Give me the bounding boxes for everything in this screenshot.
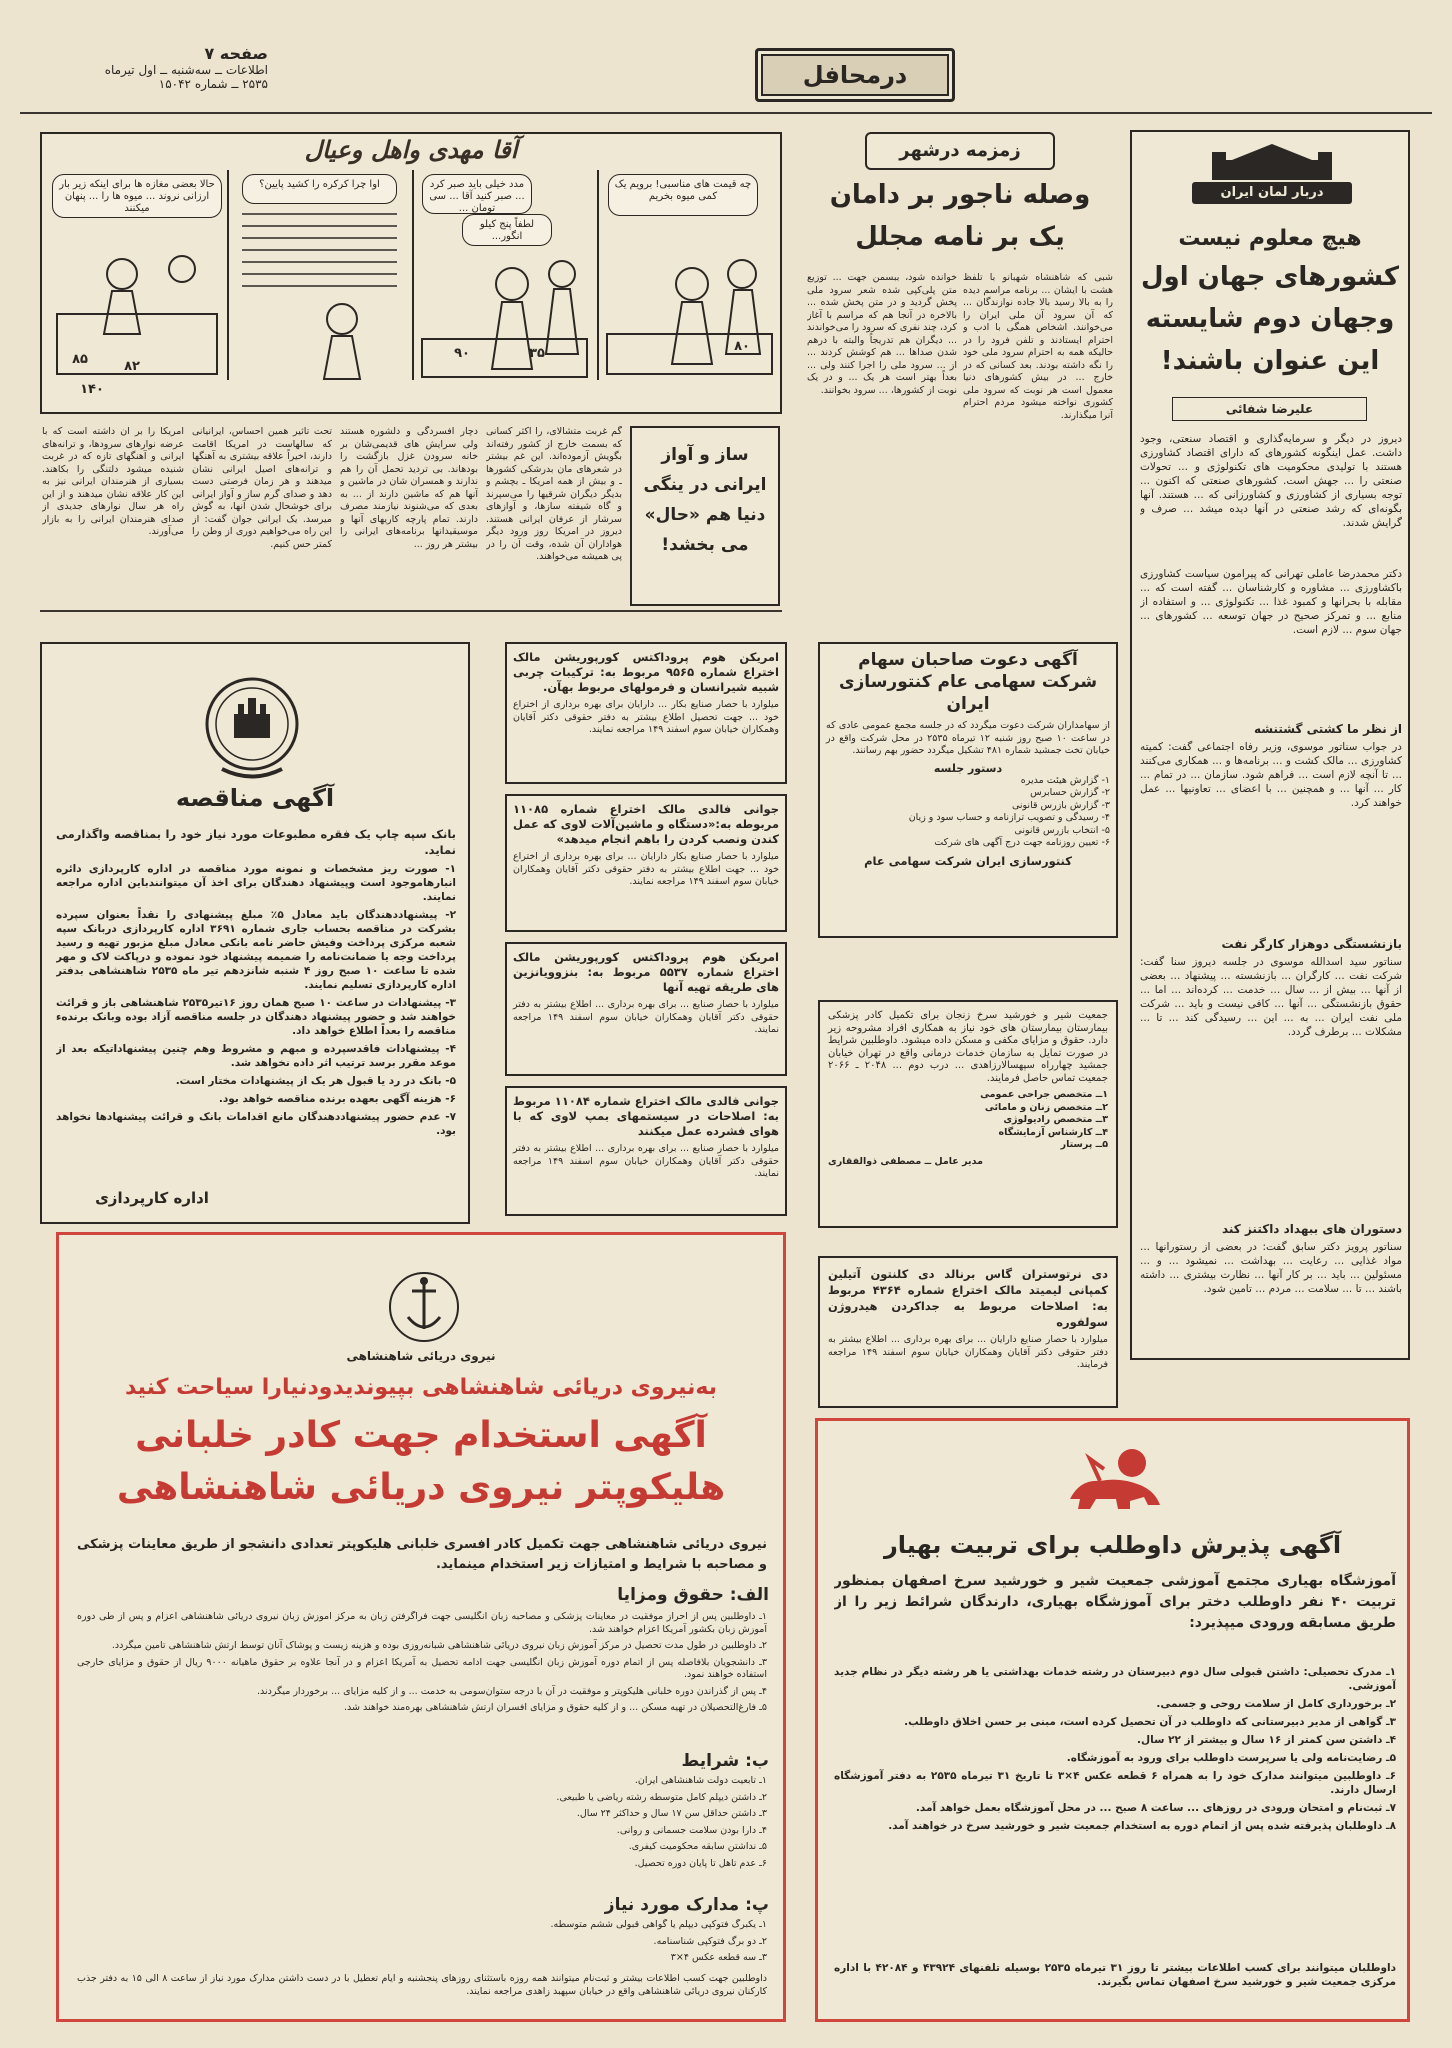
patent-body: میلوارد با حصار صنایع بکار ... دارایان برای بهره برداری از اختراع خود ... جهت تحصیل اطلاع بیشتر به دفتر حقوقی دکتر آقایان وهمکاران خیابان سوم اسفند ۱۴۹ مراجعه نمایند.: [513, 699, 779, 735]
patent-title: جوانی فالدی مالک اختراع شماره ۱۱۰۸۵ مربوطه به:«دستگاه و ماشین‌آلات لاوی که عمل کندن ونصب کردن را باهم انجام میدهد»: [513, 802, 779, 846]
monaghese-list: [56, 862, 456, 1182]
behyar-item: ۵ـ رضایت‌نامه ولی یا سرپرست داوطلب برای ورود به آموزشگاه.: [1066, 1752, 1396, 1764]
cartoon-bubble-5: حالا بعضی مغازه ها برای اینکه زیر بار ارزانی نروند ... میوه ها را ... پنهان میکنند: [52, 174, 222, 218]
darbar-body-5: سناتور پرویز دکتر سابق گفت: در بعضی از رستورانها ... مواد غذایی ... رعایت ... بهداشت ... نمیشود ... و ... مسئولین ... باید ... بر کار آنها ... نظارت بیشتری ... داشته باشند ... تا ... سلامت ... مردم ... تامین شود.: [1140, 1241, 1402, 1295]
patent-body: میلوارد با حصار صنایع ... برای بهره برداری ... اطلاع بیشتر به دفتر حقوقی دکتر آقایان وهمکاران خیابان سوم اسفند ۱۴۹ مراجعه نمایند.: [513, 1143, 779, 1179]
cartoon-title: آقا مهدی واهل وعیال: [304, 136, 518, 164]
navy-a-item: ۱ـ داوطلبین پس از احراز موفقیت در معاینات پزشکی و مصاحبه زبان انگلیسی جهت فراگرفتن زبان به مرکز آموزش زبان نیروی دریائی شاهنشاهی اعزام و پس از طی دوره آموزش زبان بکشور آمریکا اعزام خواهند شد.: [77, 1611, 767, 1635]
zemzeme-header: زمزمه درشهر: [899, 140, 1021, 161]
patent-ad-3: [505, 942, 787, 1076]
zemzeme-headline-1: وصله ناجور بر دامان: [829, 180, 1091, 210]
zanjan-signature: مدیر عامل ــ مصطفی ذوالفقاری: [828, 1155, 983, 1167]
shareholders-agenda-label: دستور جلسه: [933, 761, 1003, 775]
navy-section-a: الف: حقوق ومزایا: [617, 1585, 769, 1605]
nortestran-body: میلوارد با حصار صنایع دارایان ... برای بهره برداری ... اطلاع بیشتر به دفتر حقوقی دکتر آقایان وهمکاران خیابان سوم اسفند ۱۴۹ مراجعه فرمایند.: [828, 1334, 1108, 1370]
navy-section-c: پ: مدارک مورد نیاز: [604, 1895, 769, 1915]
navy-slogan: به‌نیروی دریائی شاهنشاهی بپیوندیدودنیارا سیاحت کنید: [124, 1375, 718, 1400]
darbar-body-4: سناتور سید اسدالله موسوی در جلسه دیروز سنا گفت: شرکت نفت ... کارگران ... بازنشسته ... پیشنهاد ... بعضی از آنها ... بیش از ... سال ... خدمت ... کرده‌اند ... اما ... حقوق بازنشستگی ... آنها ... کافی نیست و باید ... شرکت ملی نفت ایران ... به ... این ... رسیدگی کند ... تا ... مشکلات ... برطرف گردد.: [1140, 956, 1402, 1038]
darbar-body-3: در جواب سناتور موسوی، وزیر رفاه اجتماعی گفت: کمیته کشاورزی ... مالک کشت و ... برنامه‌ها و ... همکاری می‌کنند ... تا آنچه لازم است ... فراهم شود. سازمان ... در تمام ... کار ... آنها ... و همچنین ... با اعضای ... تعاونیها ... عمل خواهند کرد.: [1140, 741, 1402, 809]
monaghese-item: ۶- هزینه آگهی بعهده برنده مناقصه خواهد بود.: [218, 1093, 456, 1105]
nortestran-ad: [818, 1256, 1118, 1408]
navy-title-2: هلیکوپتر نیروی دریائی شاهنشاهی: [116, 1467, 726, 1508]
price-tag: ۸۰: [734, 339, 750, 354]
agenda-item: ۵- انتخاب بازرس قانونی: [1014, 824, 1110, 836]
agenda-item: ۲- گزارش حسابرس: [1030, 787, 1110, 798]
behyar-intro: آموزشگاه بهیاری مجتمع آموزشی جمعیت شیر و خورشید سرخ اصفهان بمنظور تربیت ۴۰ نفر داوطلب دختر برای آموزشگاه بهیاری، دارندگان شرائط زیر را از طریق مسابقه ورودی میپذیرد:: [834, 1573, 1396, 1631]
price-tag: ۸۲: [124, 359, 140, 374]
monaghese-intro: بانک سپه چاپ یک فقره مطبوعات مورد نیاز خود را بمناقصه واگذارمی نماید.: [56, 827, 456, 857]
navy-b-item: ۱ـ تابعیت دولت شاهنشاهی ایران.: [634, 1775, 767, 1786]
navy-c-item: ۱ـ یکبرگ فتوکپی دیپلم یا گواهی قبولی ششم متوسطه.: [550, 1919, 767, 1930]
navy-a-item: ۳ـ دانشجویان بلافاصله پس از اتمام دوره آموزش زبان انگلیسی جهت ادامه تحصیل به آمریکا اعزام و در آنجا علاوه بر حقوق ماهیانه ۹۰۰۰ ریال از حقوق و مزایای خارجی استفاده خواهند نمود.: [77, 1656, 767, 1680]
navy-section-b: ب: شرایط: [681, 1751, 769, 1771]
patent-ad-4: [505, 1086, 787, 1216]
masthead: [20, 38, 1432, 118]
saz-avaz-col2: دچار افسردگی و دلشوره هستند ولی سرایش های قدیمی‌شان بر خانه سرودن غزل بازگشت را بودهاند. بی تردید تحمل آن را هم ندارند و همسران شان در ماشین و آنها هم که ماشین دارند از ... به بعدی که می‌شنوند نیازمند مصرف دارند. تمام پارچه کاریهای آنها و موسیقیدانها برنامه‌های ایرانی را بیشتر هر روز ...: [340, 426, 478, 550]
zemzeme-article: [805, 132, 1115, 612]
price-tag: ۳۵: [529, 346, 545, 361]
navy-emblem: [384, 1267, 464, 1347]
zanjan-item: ۳ــ متخصص رادیولوژی: [1003, 1114, 1108, 1125]
shareholders-title-3: ایران: [946, 694, 990, 714]
section-title-box: [755, 48, 955, 102]
navy-b-item: ۲ـ داشتن دیپلم کامل متوسطه رشته ریاضی یا طبیعی.: [556, 1791, 767, 1803]
lion-sun-emblem: [1060, 1439, 1170, 1519]
behyar-item: ۷ـ ثبت‌نام و امتحان ورودی در روزهای ... ساعت ۸ صبح ... در محل آموزشگاه بعمل خواهد آمد.: [915, 1802, 1396, 1814]
saz-avaz-col4: امریکا را بر آن داشته است که با عرضه نوارهای سرودها، و ترانه‌های ایرانی و آهنگهای تازه که در غربت شنیده میشود دلتنگی را بکاهند. بسیاری از هنرمندان ایرانی نیز به این کار علاقه نشان میدهند و از این راه هر سال نوارهای جدیدی از صدای هنرمندان ایرانی را به بازار می‌آورند.: [42, 426, 184, 537]
page-number: صفحه ۷: [204, 44, 268, 63]
zanjan-item: ۵ــ پرستار: [1060, 1139, 1108, 1150]
shareholders-title-1: آگهی دعوت صاحبان سهام: [858, 650, 1078, 670]
zemzeme-col1: شبی که شاهنشاه شهبانو با تلفظ هشت با ایشان ... برنامه مراسم دیده را به بالا رسید بالا جاده نوازندگان ... که آن سرود آن ملی ایران را می‌خوانند. اشخاص همگی با ادب و احترام ایستادند و تلفن فرود را در حالیکه همه به احترام سرود ملی خود را نگه داشته بودند. بعد کسانی که در خارج ... در بیش کشورهای دنیا معمول است هر نوبت که سرود ملی کشوری نواخته میشود مردم احترام آنرا میگذارند.: [963, 272, 1113, 421]
navy-b-item: ۴ـ دارا بودن سلامت جسمانی و روانی.: [616, 1824, 767, 1836]
darbar-column: [1130, 130, 1410, 1360]
saz-avaz-headline: ساز و آواز ایرانی در ینگی دنیا هم «حال» می بخشد!: [643, 445, 767, 555]
navy-a-item: ۴ـ پس از گذراندن دوره خلبانی هلیکوپتر و موفقیت در آن با درجه ستوان‌سومی به خدمت ... و از کلیه مزایای ... برخوردار میگردند.: [257, 1685, 767, 1697]
darbar-headline-2: کشورهای جهان اول: [1140, 262, 1400, 292]
price-tag: ۹۰: [454, 346, 470, 361]
behyar-title: آگهی پذیرش داوطلب برای تربیت بهیار: [883, 1531, 1342, 1559]
zemzeme-col2: خوانده شود، ببسمن جهت ... توزیع متن پلی‌کپی شده شعر سرود ملی پخش گردید و در متن پخش شده ... بالاخره در آنجا هم که مراسم با آغاز کرد، چند نفری که سرود را می‌خواندند ... دیگران هم تدریجاً والبته با درهم شدن صداها ... هم کوشش کردند ... از ... سرود ملی را اجرا کنند ولی ... بعداً بهتر است هر یک ... و در یک نوبت از کشورها، ... سرود بخوانند.: [807, 272, 957, 396]
agenda-item: ۳- گزارش بازرس قانونی: [1011, 799, 1110, 811]
navy-b-item: ۶ـ عدم تاهل تا پایان دوره تحصیل.: [634, 1857, 767, 1869]
shareholders-signature: کنتورسازی ایران شرکت سهامی عام: [864, 853, 1072, 868]
cartoon-bubble-1: چه قیمت های مناسبی! برویم یک کمی میوه بخریم: [608, 174, 758, 216]
zanjan-item: ۴ــ کارشناس آزمایشگاه: [998, 1126, 1108, 1138]
patent-body: میلوارد با حصار صنایع بکار دارایان ... برای بهره برداری از اختراع خود ... جهت اطلاع بیشتر به دفتر حقوقی دکتر آقایان وهمکاران خیابان سوم اسفند ۱۴۹ مراجعه نمایند.: [513, 851, 779, 887]
saz-avaz-headline-box: [630, 426, 780, 606]
darbar-subhead-2: بازنشستگی دوهزار کارگر نفت: [1221, 937, 1402, 951]
darbar-headline-4: این عنوان باشند!: [1160, 346, 1380, 376]
saz-avaz-col1: گم غربت متشالای، را اکثر کسانی که بسمت خارج از کشور رفته‌اند بگویش آزموده‌اند. این غم بیشتر در شعرهای مان بدرشکی کشورها ـ و بیش از همه امریکا ـ بچشم و بدیگر دیگران شرقیها را می‌سپرند و گاه شیفته سازها، و آوازهای سرشار از عرفان ایرانی هستند. دیروز در امریکا روز ورود دیگر هواداران آن شده، وقت آن را در پی همیشه می‌خواهند.: [486, 426, 622, 562]
darbar-headline-1: هیچ معلوم نیست: [1178, 226, 1362, 251]
behyar-item: ۲ـ برخورداری کامل از سلامت روحی و جسمی.: [1156, 1698, 1396, 1710]
darbar-headline-3: وجهان دوم شایسته: [1145, 304, 1395, 334]
monaghese-ad: [40, 642, 470, 1224]
monaghese-item: ۴- پیشنهادات فاقدسپرده و مبهم و مشروط وهم چنین پیشنهاداتیکه بعد از موعد مقرر برسد ترتیب اثر داده نخواهد شد.: [56, 1043, 456, 1069]
darbar-badge-label: دربار لمان ایران: [1192, 182, 1352, 204]
shir-khorshid-zanjan-ad: [818, 1000, 1118, 1228]
masthead-date: اطلاعات ــ سه‌شنبه ــ اول تیرماه: [104, 63, 268, 77]
zemzeme-headline-2: یک بر نامه مجلل: [855, 222, 1065, 252]
agenda-item: ۶- تعیین روزنامه جهت درج آگهی های شرکت: [934, 837, 1110, 848]
navy-b-item: ۵ـ نداشتن سابقه محکومیت کیفری.: [628, 1841, 767, 1852]
behyar-item: ۶ـ داوطلبین میتوانند مدارک خود را به همراه ۶ قطعه عکس ۴×۳ تا تاریخ ۳۱ تیرماه ۲۵۳۵ به دفتر آموزشگاه ارسال دارند.: [834, 1770, 1396, 1796]
navy-intro: نیروی دریائی شاهنشاهی جهت تکمیل کادر افسری خلبانی هلیکوپتر تعدادی دانشجو از طریق معاینات پزشکی و مصاحبه با شرایط و امتیازات زیر استخدام مینماید.: [77, 1537, 767, 1572]
patent-title: امریکن هوم پروداکتس کورپوریشن مالک اختراع شماره ۹۵۶۵ مربوط به: ترکیبات چربی شبیه شیرانسان و فرمولهای مربوط بهآن.: [513, 650, 779, 694]
agenda-item: ۴- رسیدگی و تصویب ترازنامه و حساب سود و زیان: [908, 812, 1110, 823]
patent-body: میلوارد با حصار صنایع ... برای بهره برداری ... اطلاع بیشتر به دفتر حقوقی دکتر آقایان وهمکاران خیابان سوم اسفند ۱۴۹ مراجعه نمایند.: [513, 999, 779, 1035]
behyar-item: ۳ـ گواهی از مدیر دبیرستانی که داوطلب در آن تحصیل کرده است، مبنی بر حسن اخلاق داوطلب.: [904, 1716, 1396, 1728]
agenda-item: ۱- گزارش هیئت مدیره: [1020, 774, 1110, 786]
monaghese-item: ۷- عدم حضور پیشنهاددهندگان مانع اقدامات بانک و قرائت پیشنهادها نخواهد بود.: [56, 1111, 456, 1137]
navy-c-item: ۲ـ دو برگ فتوکپی شناسنامه.: [653, 1935, 767, 1947]
darbar-author: علیرضا شفائی: [1225, 402, 1314, 416]
shareholders-ad: [818, 642, 1118, 938]
behyar-ad: [815, 1418, 1410, 2022]
navy-c-item: ۳ـ سه قطعه عکس ۴×۳: [670, 1952, 767, 1963]
navy-recruitment-ad: [56, 1232, 786, 2022]
darbar-subhead-3: دستوران های ببهداد داکتنز کند: [1221, 1222, 1402, 1236]
darbar-badge: [1192, 142, 1352, 212]
shareholders-body: از سهامداران شرکت دعوت میگردد که در جلسه مجمع عمومی عادی که در ساعت ۱۰ صبح روز شنبه ۱۲ تیرماه ۲۵۳۵ در محل شرکت واقع در خیابان تخت جمشید شماره ۴۸۱ تشکیل میگردد حضور بهم رسانند.: [826, 720, 1110, 756]
monaghese-title: آگهی مناقصه: [175, 784, 335, 812]
price-tag: ۸۵: [72, 352, 88, 367]
navy-a-item: ۵ـ فارغ‌التحصیلان در تهیه مسکن ... و از کلیه حقوق و مزایای افسران ارتش شاهنشاهی بهره‌مند خواهند شد.: [344, 1702, 767, 1713]
patent-title: امریکن هوم پروداکتس کورپوریشن مالک اختراع شماره ۵۵۳۷ مربوط به: بنزوویانزین های طریقه تهیه آنها: [513, 950, 779, 994]
behyar-footer: داوطلبان میتوانند برای کسب اطلاعات بیشتر تا روز ۳۱ تیرماه ۲۵۳۵ بوسیله تلفنهای ۴۳۹۲۴ و ۴۲۰۸۴ با اداره مرکزی جمعیت شیر و خورشید سرخ اصفهان تماس بگیرند.: [834, 1962, 1396, 1988]
parliament-icon: [1192, 142, 1352, 182]
zanjan-item: ۲ــ متخصص زنان و مامائی: [984, 1101, 1108, 1113]
darbar-author-box: [1172, 397, 1367, 421]
patent-title: جوانی فالدی مالک اختراع شماره ۱۱۰۸۴ مربوط به: اصلاحات در سیستمهای بمپ لاوی که با هوای فشرده عمل میکنند: [513, 1094, 780, 1138]
navy-footer: داوطلبین جهت کسب اطلاعات بیشتر و ثبت‌نام میتوانند همه روزه باستثنای روزهای پنجشنبه و ایام تعطیل با در دست داشتن مدارک مورد نیاز از ساعت ۸ الی ۱۵ به دفتر جذب کارکنان نیروی دریائی شاهنشاهی واقع در خیابان سپهبد زاهدی مراجعه نمایند.: [77, 1973, 767, 1997]
darbar-body-2: دکتر محمدرضا عاملی تهرانی که پیرامون سیاست کشاورزی باکشاورزی ... مشاوره و کارشناسان ... گفته است که ... مقابله با بحرانها و کمبود غذا ... تکنولوژی ... و استفاده از منابع ... و تمرکز صحیح در جهان توسعه ... کشورهای ... جهان سوم ... لازم است.: [1140, 568, 1402, 636]
darbar-subhead-1: از نظر ما کشتی گشتنشه: [1253, 722, 1402, 736]
cartoon-bubble-3: مدد خیلی باید صبر کرد ... صبر کنید آقا ... سی تومان ...: [422, 174, 532, 214]
patent-ad-1: [505, 642, 787, 784]
behyar-list: [834, 1665, 1396, 1837]
darbar-body-1: دیروز در دیگر و سرمایه‌گذاری و اقتصاد سنعتی، وجود داشت. عمل اینگونه کشورهای که دارای اقتصاد کشاورزی هستند با تولیدی محکومیت های تکنولوژی و ... تحولات صنعتی را ... جهش است. کشورهای صنعتی که اکنون ... توجه بسیاری از کشاورزی و کشاورزانی که ... هستند. آنها بگونه‌ای که رشد صنعتی در آنها دیده میشد ... صرف و گرایش شدند.: [1140, 433, 1402, 529]
monaghese-signature: اداره کارپردازی: [95, 1189, 209, 1207]
zanjan-item: ۱ــ متخصص جراحی عمومی: [980, 1089, 1108, 1100]
monaghese-item: ۵- بانک در رد یا قبول هر یک از پیشنهادات مختار است.: [175, 1075, 456, 1087]
cartoon-bubble-4: اوا چرا کرکره را کشید پایین؟: [242, 174, 397, 204]
cartoon-bubble-2: لطفاً پنج کیلو انگور...: [462, 214, 552, 246]
saz-avaz-article: [40, 422, 782, 612]
patent-ad-2: [505, 794, 787, 932]
behyar-item: ۴ـ داشتن سن کمتر از ۱۶ سال و بیشتر از ۲۲ سال.: [1137, 1734, 1396, 1746]
monaghese-item: ۳- پیشنهادات در ساعت ۱۰ صبح همان روز ۱۶تیر۲۵۳۵ شاهنشاهی باز و قرائت خواهند شد و حضور پیشنهاد دهندگان در جلسه مناقصه آزاد بوده وبانک برندهء مناقصه را بعداً اطلاع خواهد داد.: [56, 997, 456, 1037]
bank-sepah-emblem: [202, 674, 302, 784]
behyar-item: ۱ـ مدرک تحصیلی: داشتن قبولی سال دوم دبیرستان در رشته خدمات بهداشتی یا هر رشته دیگر در نظام جدید آموزشی.: [834, 1666, 1396, 1692]
masthead-issue: ۲۵۳۵ ــ شماره ۱۵۰۴۲: [158, 77, 268, 91]
navy-a-list: [77, 1611, 767, 1719]
section-title: درمحافل: [802, 61, 908, 89]
shareholders-title-2: شرکت سهامی عام کنتورسازی: [838, 672, 1098, 692]
monaghese-item: ۲- پیشنهاددهندگان باید معادل ۵٪ مبلغ پیشنهادی را نقداً بعنوان سپرده بشرکت در مناقصه بحساب جاری شماره ۳۶۹۱ اداره کارپردازی دربانک سپه شعبه مرکزی پرداخت وفیش حاضر نامه بانکی معادل مبلغ مزبور تهیه و رسید پرداخت وجه یا ضمانت‌نامه را ضمیمه پیشنهاد خود نموده و درپاکت لاک و مهر شده تا ساعت ۱۰ صبح روز ۴ شنبه شانزدهم تیر ماه ۲۵۳۵ شاهنشاهی بدفتر اداره کارپردازی تسلیم نمایند.: [56, 909, 456, 991]
navy-title-1: آگهی استخدام جهت کادر خلبانی: [135, 1415, 707, 1456]
monaghese-item: ۱- صورت ریز مشخصات و نمونه مورد مناقصه در اداره کارپردازی دائره انبارهاموجود است وپیشنهاد دهندگان برای اخذ آن میتوانندباین اداره مراجعه نمایند.: [56, 863, 456, 903]
navy-emblem-text: نیروی دریائی شاهنشاهی: [346, 1349, 496, 1363]
page-info: [68, 44, 268, 108]
zanjan-body: جمعیت شیر و خورشید سرخ زنجان برای تکمیل کادر پزشکی بیمارستان بیمارستان های خود نیاز به همکاری افراد مشروحه زیر دارد. حقوق و مزایای مکفی و مسکن داده میشود. داوطلبین شرایط در صورت تمایل به سازمان خدمات درمانی واقع در تهران خیابان جمشید چهارراه سپهسالارزاهدی ... درب دوم ... ۲۰۴۸ ـ ۲۰۶۶ جمعیت تماس حاصل فرمایند.: [828, 1010, 1108, 1084]
zemzeme-header-box: [865, 132, 1055, 170]
cartoon-strip: [40, 132, 782, 414]
navy-c-list: [77, 1919, 767, 1969]
nortestran-title: دی نرتوستران گاس برنالد دی کلنتون آتیلین کمپانی لیمیتد مالک اختراع شماره ۴۳۶۴ مربوط به: اصلاحات مربوط به جداکردن هیدروژن سولفوره: [828, 1267, 1108, 1329]
navy-a-item: ۲ـ داوطلبین در طول مدت تحصیل در مرکز آموزش زبان نیروی دریائی شاهنشاهی شبانه‌روزی بوده و هزینه زیست و پوشاک آنان توسط ارتش شاهنشاهی تامین میگردد.: [111, 1640, 767, 1651]
navy-b-list: [77, 1775, 767, 1874]
saz-avaz-col3: تحت تاثیر همین احساس، ایرانیانی که سالهاست در امریکا اقامت دارند، اخیراً علاقه بیشتری به آهنگها و ترانه‌های اصیل ایرانی نشان میدهند و هر زمان فرصتی دست دهد و صدای گرم ساز و آواز ایرانی برای خوشحال شدن آنها، به گوش میرسد. یک ایرانی جوان گفت: از این راه می‌خواهیم دوری از وطن را کمتر حس کنیم.: [192, 426, 332, 550]
behyar-item: ۸ـ داوطلبان پذیرفته شده پس از اتمام دوره به استخدام جمعیت شیر و خورشید سرخ در خواهند آمد.: [888, 1820, 1396, 1832]
price-tag: ۱۴۰: [80, 382, 104, 397]
navy-b-item: ۳ـ داشتن حداقل سن ۱۷ سال و حداکثر ۲۴ سال.: [576, 1808, 767, 1819]
